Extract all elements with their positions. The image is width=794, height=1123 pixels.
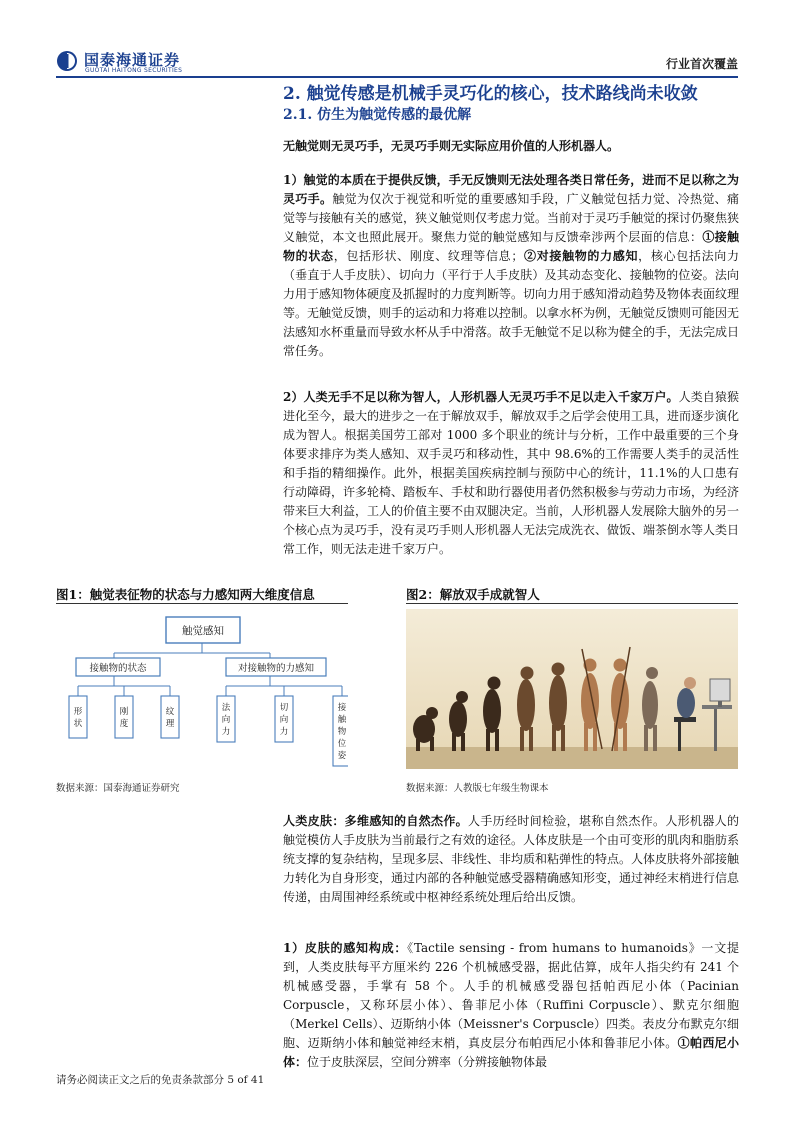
paragraph-text: ，包括形状、刚度、纹理等信息； xyxy=(333,249,524,263)
paragraph-human-hands xyxy=(283,388,739,559)
diagram-leaf-label: 刚度 xyxy=(119,707,129,729)
paragraph-emphasis: ①接触物的状态 xyxy=(283,230,739,263)
figure2-title: 图2：解放双手成就智人 xyxy=(406,587,540,602)
paragraph-human-skin xyxy=(283,812,739,907)
paragraph-tactile-feedback xyxy=(283,171,739,361)
paragraph-lead: 2）人类无手不足以称为智人，人形机器人无灵巧手不足以走入千家万户。 xyxy=(283,390,679,404)
paragraph-text: 位于皮肤深层，空间分辨率（分辨接触物体最 xyxy=(307,1055,548,1069)
figure1-source: 数据来源：国泰海通证券研究 xyxy=(56,783,180,794)
diagram-root-label: 触觉感知 xyxy=(182,625,224,637)
paragraph-lead: 1）皮肤的感知构成： xyxy=(283,941,408,955)
diagram-leaf-label: 接触物位姿 xyxy=(337,703,347,761)
paragraph-emphasis: ①帕西尼小体： xyxy=(283,1036,739,1069)
figure2-source: 数据来源：人教版七年级生物课本 xyxy=(406,783,549,794)
figure1-title-rule xyxy=(56,603,348,604)
tactile-tree-diagram xyxy=(56,606,348,768)
company-name-cn: 国泰海通证券 xyxy=(84,51,181,69)
paragraph-text: 人类自猿猴进化至今，最大的进步之一在于解放双手，解放双手之后学会使用工具，进而逐步演化成为智人。根据美国劳工部对 1000 多个职业的统计与分析，工作中最重要的三个身体要求排序为类人感知、双手灵巧和移动性，其中 98.6%的工作需要人类手的灵活性和手指的精细操作。此外，根据美国疾病控制与预防中心的统计，11.1%的人口患有行动障碍，许多轮椅、踏板车、手杖和助行器使用者仍然积极参与劳动力市场，为经济带来巨大利益，工人的价值主要不由双腿决定。当前，人形机器人发展除大脑外的另一个核心点为灵巧手，没有灵巧手则人形机器人无法完成洗衣、做饭、端茶倒水等人类日常工作，则无法走进千家万户。 xyxy=(283,390,740,556)
diagram-leaf-node xyxy=(69,696,87,738)
report-type-label: 行业首次覆盖 xyxy=(665,57,738,71)
diagram-right-branch-label: 对接触物的力感知 xyxy=(237,663,315,674)
company-logo-icon xyxy=(56,50,78,72)
section-heading: 2. 触觉传感是机械手灵巧化的核心，技术路线尚未收敛 xyxy=(283,84,698,104)
subsection-heading: 2.1. 仿生为触觉传感的最优解 xyxy=(283,107,472,123)
page-footer: 请务必阅读正文之后的免责条款部分 5 of 41 xyxy=(56,1074,265,1086)
paragraph-intro xyxy=(283,137,739,156)
paragraph-lead: 1）触觉的本质在于提供反馈，手无反馈则无法处理各类日常任务，进而不足以称之为灵巧手。 xyxy=(283,173,739,206)
paragraph-text: 《Tactile sensing - from humans to humanoids》一文提到，人类皮肤每平方厘米约 226 个机械感受器，据此估算，成年人指尖约有 241 个机械感受器，手掌有 58 个。人手的机械感受器包括帕西尼小体（Pacinian Corpuscle，又称环层小体）、鲁菲尼小体（Ruffini Corpuscle）、默克尔细胞（Merkel Cells）、迈斯纳小体（Meissner's Corpuscle）四类。表皮分布默克尔细胞、迈斯纳小体和触觉神经末梢，真皮层分布帕西尼小体和鲁菲尼小体。 xyxy=(283,941,739,1050)
figure2-title-rule xyxy=(406,603,738,604)
company-name-en: GUOTAI HAITONG SECURITIES xyxy=(85,67,183,74)
header-divider xyxy=(56,76,738,78)
paragraph-text: 人手历经时间检验，堪称自然杰作。人形机器人的触觉模仿人手皮肤为当前最行之有效的途径。人体皮肤是一个由可变形的肌肉和脂肪系统支撑的复杂结构，呈现多层、非线性、非均质和粘弹性的特点。人体皮肤将外部接触力转化为自身形变，通过内部的各种触觉感受器精确感知形变，通过神经末梢进行信息传递，由周围神经系统或中枢神经系统处理后给出反馈。 xyxy=(283,814,740,904)
diagram-leaf-label: 形状 xyxy=(73,707,83,729)
paragraph-skin-perception xyxy=(283,939,739,1072)
diagram-leaf-node xyxy=(115,696,133,738)
paragraph-text: 触觉为仅次于视觉和听觉的重要感知手段，广义触觉包括力觉、冷热觉、痛觉等与接触有关的感觉，狭义触觉则仅考虑力觉。当前对于灵巧手触觉的探讨仍聚焦狭义触觉，本文也照此展开。聚焦力觉的触觉感知与反馈牵涉两个层面的信息： xyxy=(283,192,740,244)
diagram-leaf-label: 法向力 xyxy=(221,703,231,737)
diagram-leaf-node xyxy=(161,696,179,738)
diagram-leaf-label: 纹理 xyxy=(165,707,175,729)
paragraph-lead: 人类皮肤：多维感知的自然杰作。 xyxy=(283,814,468,828)
paragraph-intro-text: 无触觉则无灵巧手，无灵巧手则无实际应用价值的人形机器人。 xyxy=(283,139,620,153)
diagram-left-branch-label: 接触物的状态 xyxy=(89,663,147,674)
diagram-leaf-label: 切向力 xyxy=(279,703,289,737)
figure1-title: 图1：触觉表征物的状态与力感知两大维度信息 xyxy=(56,587,315,602)
paragraph-text: ，核心包括法向力（垂直于人手皮肤）、切向力（平行于人手皮肤）及其动态变化、接触物的位姿。法向力用于感知物体硬度及抓握时的力度判断等。切向力用于感知滑动趋势及物体表面纹理等。无触觉反馈，则手的运动和力将难以控制。以拿水杯为例，无触觉反馈则可能因无法感知水杯重量而导致水杯从手中滑落。故手无触觉不足以称为健全的手，无法完成日常任务。 xyxy=(283,249,740,358)
paragraph-emphasis: ②对接触物的力感知 xyxy=(523,249,639,263)
human-evolution-illustration xyxy=(406,609,738,769)
